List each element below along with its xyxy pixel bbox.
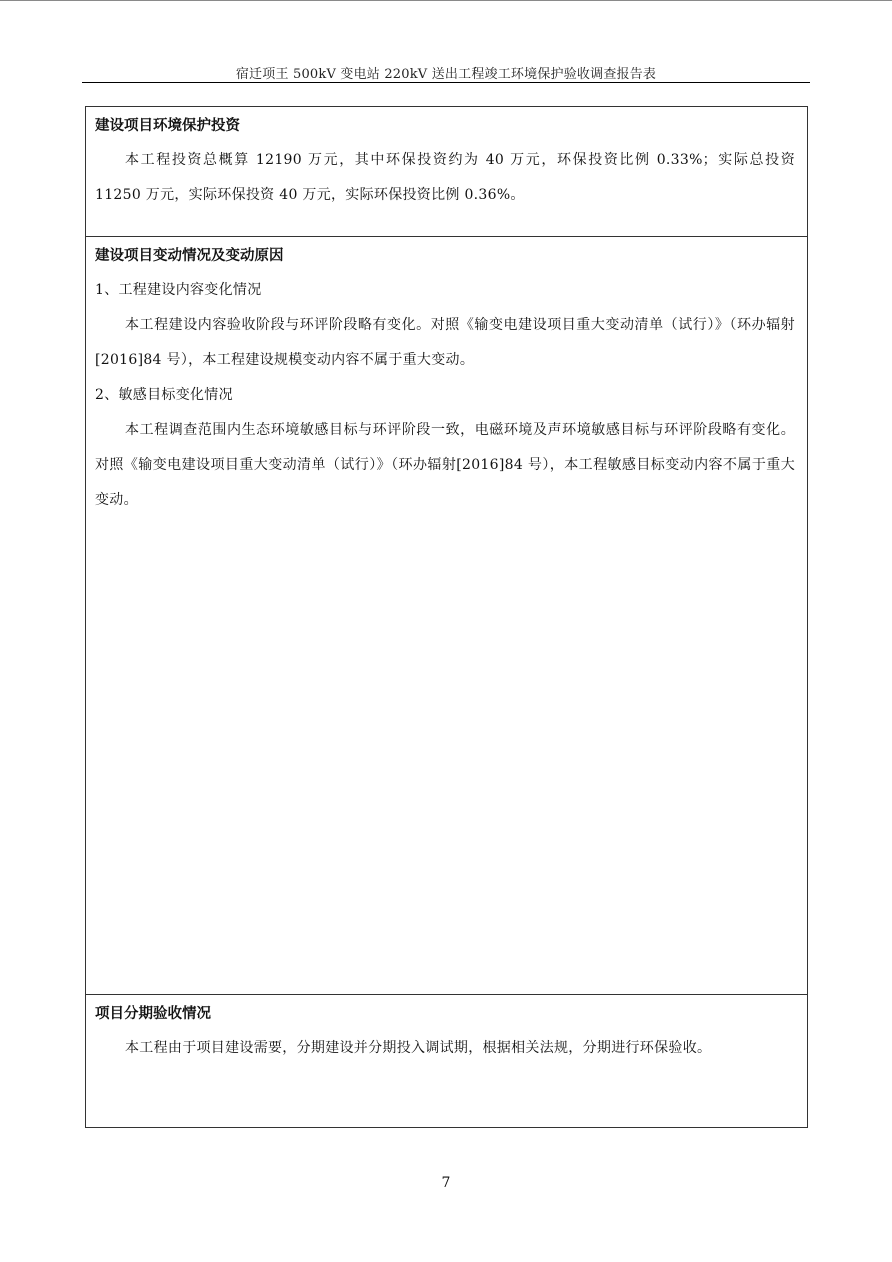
changes-item1-heading: 1、工程建设内容变化情况 [95,282,262,298]
section-heading-phased: 项目分期验收情况 [95,1006,211,1022]
section-heading-changes: 建设项目变动情况及变动原因 [95,248,284,264]
changes-item2-heading: 2、敏感目标变化情况 [95,387,233,403]
section-phased-acceptance [86,994,807,1127]
report-table [85,106,808,1128]
changes-item2-text: 本工程调查范围内生态环境敏感目标与环评阶段一致，电磁环境及声环境敏感目标与环评阶段略有变化。对照《输变电建设项目重大变动清单（试行）》（环办辐射[2016]84 号），本工程敏感目标变动内容不属于重大变动。 [95,422,795,508]
section-environmental-investment [86,107,807,236]
top-border-line [0,0,892,1]
header-underline [82,82,810,83]
section-project-changes [86,236,807,994]
changes-item1-text: 本工程建设内容验收阶段与环评阶段略有变化。对照《输变电建设项目重大变动清单（试行）》（环办辐射[2016]84 号），本工程建设规模变动内容不属于重大变动。 [95,317,795,368]
document-header-title: 宿迁项王 500kV 变电站 220kV 送出工程竣工环境保护验收调查报告表 [235,67,657,82]
section-heading-investment: 建设项目环境保护投资 [95,118,240,134]
investment-paragraph: 本工程投资总概算 12190 万元，其中环保投资约为 40 万元，环保投资比例 0.33%；实际总投资 11250 万元，实际环保投资 40 万元，实际环保投资比例 0.36%。 [95,152,795,203]
phased-paragraph: 本工程由于项目建设需要，分期建设并分期投入调试期，根据相关法规，分期进行环保验收。 [125,1040,712,1056]
page-number: 7 [441,1175,451,1191]
